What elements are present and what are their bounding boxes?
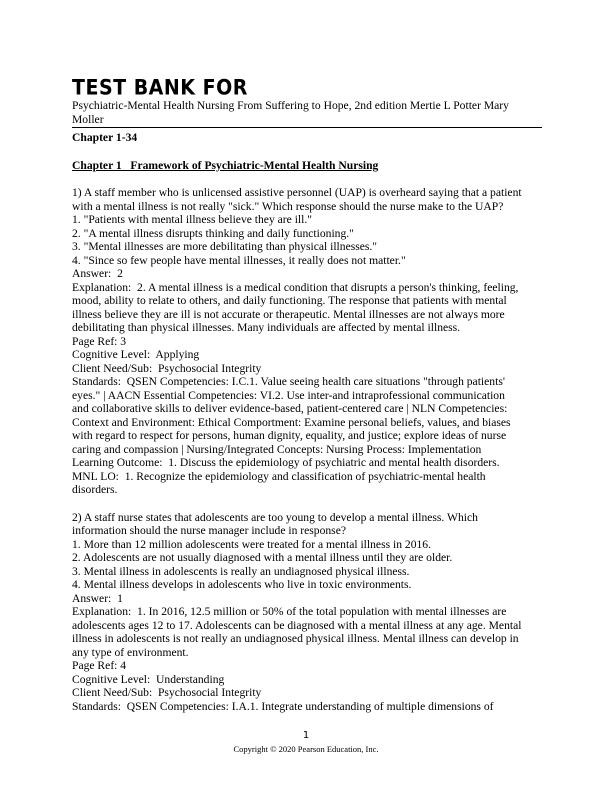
standards-line: Standards: QSEN Competencies: I.A.1. Integrate understanding of multiple dimensions of [72,699,494,713]
answer-option: 3. "Mental illnesses are more debilitating than physical illnesses." [72,240,378,253]
client-need: Client Need/Sub: Psychosocial Integrity [72,686,262,699]
answer-option: 3. Mental illness in adolescents is really an undiagnosed physical illness. [72,564,410,578]
answer-option: 2. "A mental illness disrupts thinking and daily functioning." [72,226,354,240]
explanation-line: adolescents ages 12 to 17. Adolescents can be diagnosed with a mental illness at any age. Mental [72,618,522,632]
question-stem-line: 1) A staff member who is unlicensed assistive personnel (UAP) is overheard saying that a patient [72,186,522,199]
book-subtitle: Psychiatric-Mental Health Nursing From Suffering to Hope, 2nd edition Mertie L Potter Mary Moller [72,99,509,126]
explanation-line: debilitating than physical illnesses. Many individuals are affected by mental illness. [72,321,461,334]
answer-key: Answer: 1 [72,591,123,605]
cognitive-level: Cognitive Level: Applying [72,348,200,361]
answer-option: 4. Mental illness develops in adolescents who live in toxic environments. [72,578,412,591]
standards-line: with regard to respect for persons, human dignity, equality, and justice; explore ideas of nurse [72,429,507,442]
test-bank-title: TEST BANK FOR [72,76,248,101]
question-block-1 [72,186,542,497]
question-stem-line: information should the nurse manager include in response? [72,524,346,537]
standards-line: eyes." | AACN Essential Competencies: VI.2. Use inter-and intraprofessional communication [72,388,505,402]
mnl-lo-line: disorders. [72,483,118,496]
question-block-2 [72,511,542,714]
cognitive-level: Cognitive Level: Understanding [72,672,225,686]
chapter-range: Chapter 1-34 [72,131,138,144]
standards-line: Context and Environment: Ethical Comportment: Examine personal beliefs, values, and biases [72,415,511,429]
standards-line: and collaborative skills to deliver evidence-based, patient-centered care | NLN Competencies: [72,402,508,415]
learning-outcome: Learning Outcome: 1. Discuss the epidemiology of psychiatric and mental health disorders. [72,456,500,469]
explanation-line: Explanation: 1. In 2016, 12.5 million or 50% of the total population with mental illnesses are [72,605,507,618]
standards-line: Standards: QSEN Competencies: I.C.1. Value seeing health care situations "through patients' [72,375,505,388]
chapter-heading: Chapter 1 Framework of Psychiatric-Mental Health Nursing [72,158,379,172]
answer-key: Answer: 2 [72,267,123,280]
question-stem-line: with a mental illness is not really "sick." Which response should the nurse make to the UAP? [72,199,504,213]
answer-option: 2. Adolescents are not usually diagnosed with a mental illness until they are older. [72,551,453,564]
answer-option: 1. More than 12 million adolescents were treated for a mental illness in 2016. [72,537,431,551]
question-stem-line: 2) A staff nurse states that adolescents are too young to develop a mental illness. Which [72,510,478,524]
client-need: Client Need/Sub: Psychosocial Integrity [72,361,262,375]
standards-line: caring and compassion | Nursing/Integrated Concepts: Nursing Process: Implementation [72,442,482,456]
explanation-line: any type of environment. [72,645,189,659]
explanation-line: illness believe they are ill is not accurate or therapeutic. Mental illnesses are not always more [72,307,505,321]
page-number: 1 [302,730,310,741]
answer-option: 4. "Since so few people have mental illnesses, it really does not matter." [72,253,406,267]
header-rule [72,127,542,128]
explanation-line: mood, ability to relate to others, and daily functioning. The response that patients with mental [72,294,507,307]
copyright-notice: Copyright © 2020 Pearson Education, Inc. [233,744,379,754]
page-ref: Page Ref: 4 [72,659,127,672]
explanation-line: illness in adolescents is not really an undiagnosed physical illness. Mental illness can develop in [72,632,519,645]
answer-option: 1. "Patients with mental illness believe they are ill." [72,213,312,226]
mnl-lo-line: MNL LO: 1. Recognize the epidemiology and classification of psychiatric-mental health [72,469,486,483]
document-page [72,76,542,713]
explanation-line: Explanation: 2. A mental illness is a medical condition that disrupts a person's thinking, feeling, [72,280,519,294]
page-ref: Page Ref: 3 [72,334,127,348]
